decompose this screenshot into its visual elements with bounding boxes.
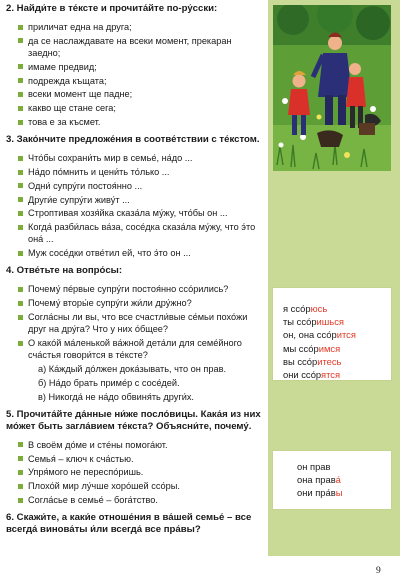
exercise-5-heading: 5. Прочита́йте да́нные ни́же посло́вицы. Кака́я из них мо́жет быть загла́вием те́кста? Объясни́те, почему́.: [6, 408, 261, 432]
list-item: Одни́ супру́ги постоя́нно ...: [18, 180, 264, 192]
exercise-4-heading: 4. Отве́тьте на вопро́сы:: [6, 265, 123, 277]
bullet-icon: [18, 225, 23, 230]
list-item: да се наслаждавате на всеки момент, прекаран заедно;: [18, 35, 264, 59]
family-garden-illustration: [273, 5, 391, 171]
list-item: О како́й ма́ленькой ва́жной дета́ли для семе́йного сча́стья говори́тся в те́ксте?: [18, 337, 264, 361]
option-item: а) Ка́ждый до́лжен дока́зывать, что он прав.: [38, 363, 227, 374]
page-number: 9: [376, 566, 381, 576]
bullet-icon: [18, 25, 23, 30]
conjugation-line: они пра́вы: [297, 487, 343, 499]
conjugation-line: он, она ссо́рится: [283, 329, 356, 341]
exercise-5-list: [18, 439, 264, 506]
list-item: Согла́сье в семье́ – бога́тство.: [18, 494, 264, 506]
bullet-icon: [18, 156, 23, 161]
list-item: Почему́ вторы́е супру́ги жи́ли дру́жно?: [18, 297, 264, 309]
conjugation-box-prav: [272, 450, 392, 510]
exercise-4-options: [38, 363, 264, 403]
bullet-icon: [18, 442, 23, 447]
exercise-6-heading: 6. Скажи́те, а каки́е отноше́ния в ва́шей семье́ – все всегда́ винова́ты и́ли всегда́ все пра́вы?: [6, 512, 252, 536]
list-item: Муж сосе́дки отве́тил ей, что э́то он ...: [18, 247, 264, 259]
conjugation-line: ты ссо́ришься: [283, 316, 344, 328]
conjugation-line: она права́: [297, 474, 341, 486]
bullet-icon: [18, 315, 23, 320]
exercise-2-heading: 2. Найди́те в те́ксте и прочита́йте по-ру́сски:: [6, 3, 218, 14]
list-item: Строптивая хозя́йка сказа́ла му́жу, что́бы он ...: [18, 207, 264, 219]
main-content: [6, 3, 264, 542]
exercise-2-list: [18, 21, 264, 128]
bullet-icon: [18, 38, 23, 43]
list-item: Плохо́й мир лу́чше хоро́шей ссо́ры.: [18, 480, 264, 492]
list-item: Согла́сны ли вы, что все счастли́вые се́мьи похо́жи друг на дру́га? Что у них о́бщее?: [18, 311, 264, 335]
bullet-icon: [18, 211, 23, 216]
exercise-3-heading: 3. Зако́нчите предложе́ния в соотве́тствии с те́кстом.: [6, 134, 260, 146]
bullet-icon: [18, 301, 23, 306]
bullet-icon: [18, 106, 23, 111]
exercise-4-list: [18, 283, 264, 361]
conjugation-line: вы ссо́ритесь: [283, 355, 342, 367]
list-item: Упря́мого не переспо́ришь.: [18, 466, 264, 478]
bullet-icon: [18, 456, 23, 461]
list-item: Почему́ пе́рвые супру́ги постоя́нно ссо́рились?: [18, 283, 264, 295]
bullet-icon: [18, 170, 23, 175]
conjugation-line: они ссо́рятся: [283, 369, 341, 381]
bullet-icon: [18, 92, 23, 97]
option-item: в) Никогда́ не на́до обвиня́ть други́х.: [38, 391, 194, 402]
bullet-icon: [18, 183, 23, 188]
sidebar-column: [268, 0, 400, 556]
list-item: Что́бы сохрани́ть мир в семье́, на́до ...: [18, 152, 264, 164]
bullet-icon: [18, 78, 23, 83]
list-item: Други́е супру́ги живу́т ...: [18, 194, 264, 206]
bullet-icon: [18, 197, 23, 202]
list-item: имаме предвид;: [18, 61, 264, 73]
bullet-icon: [18, 287, 23, 292]
bullet-icon: [18, 470, 23, 475]
conjugation-line: мы ссо́римся: [283, 342, 341, 354]
list-item: Когда́ разби́лась ва́за, сосе́дка сказа́ла му́жу, что э́то она́ ...: [18, 221, 264, 245]
exercise-3-list: [18, 152, 264, 259]
list-item: Семья́ – ключ к сча́стью.: [18, 453, 264, 465]
list-item: На́до по́мнить и цени́ть то́лько ...: [18, 166, 264, 178]
bullet-icon: [18, 120, 23, 125]
list-item: приличат една на друга;: [18, 21, 264, 33]
list-item: подрежда къщата;: [18, 75, 264, 87]
bullet-icon: [18, 341, 23, 346]
conjugation-line: он прав: [297, 461, 331, 472]
bullet-icon: [18, 484, 23, 489]
bullet-icon: [18, 64, 23, 69]
bullet-icon: [18, 251, 23, 256]
garden-painting-image: [273, 5, 391, 171]
conjugation-line: я ссо́рюсь: [283, 303, 328, 314]
list-item: всеки момент ще падне;: [18, 88, 264, 100]
conjugation-box-ssoritsya: [272, 287, 392, 381]
list-item: какво ще стане сега;: [18, 102, 264, 114]
option-item: б) На́до брать приме́р с сосе́дей.: [38, 377, 180, 388]
list-item: това е за късмет.: [18, 116, 264, 128]
list-item: В своём до́ме и сте́ны помога́ют.: [18, 439, 264, 451]
bullet-icon: [18, 498, 23, 503]
